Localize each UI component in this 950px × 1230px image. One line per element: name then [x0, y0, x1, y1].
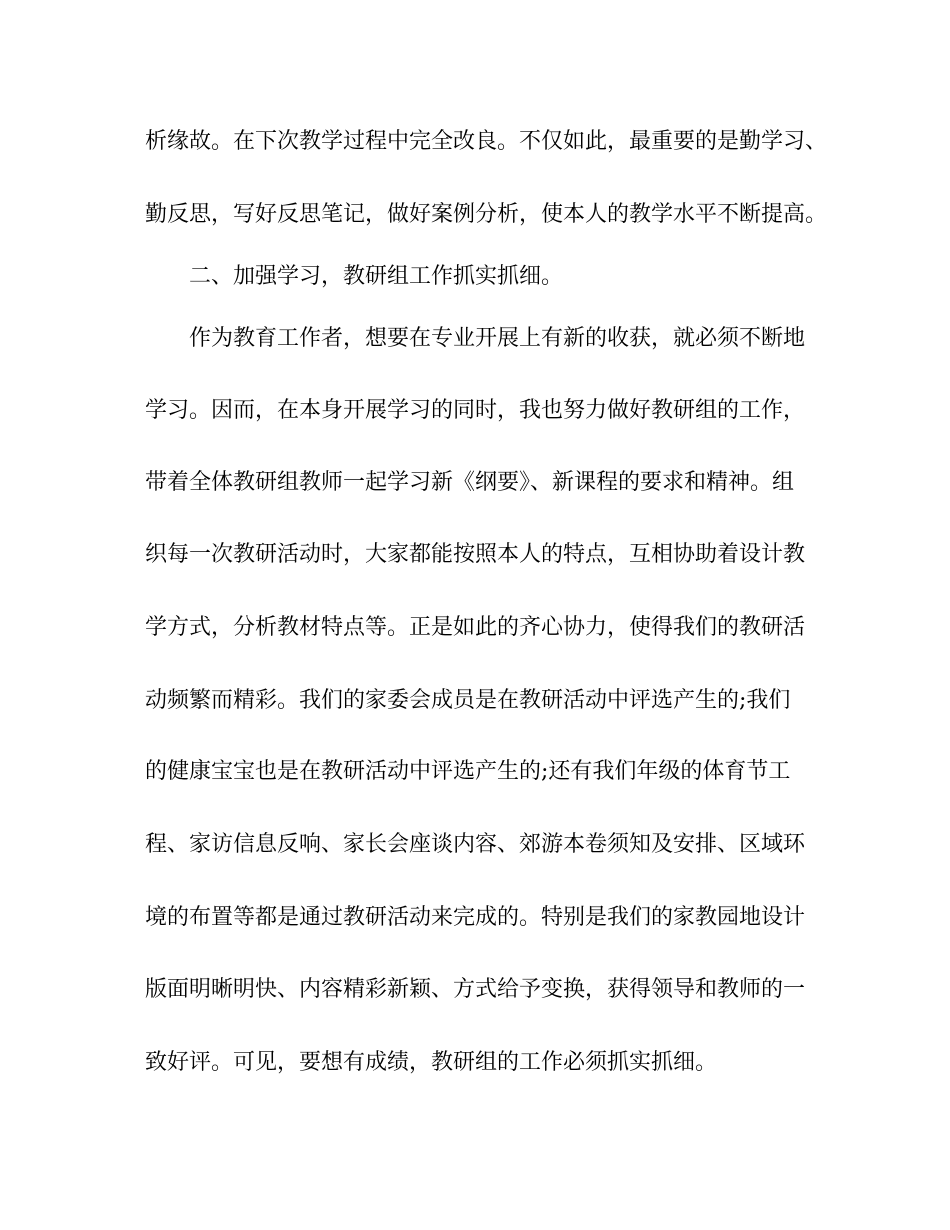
- paragraph-line: 动频繁而精彩。我们的家委会成员是在教研活动中评选产生的;我们: [145, 688, 791, 713]
- paragraph-line: 的健康宝宝也是在教研活动中评选产生的;还有我们年级的体育节工: [145, 759, 791, 784]
- paragraph-line: 学方式，分析教材特点等。正是如此的齐心协力，使得我们的教研活: [145, 615, 806, 640]
- paragraph-line: 程、家访信息反响、家长会座谈内容、郊游本卷须知及安排、区域环: [145, 832, 806, 857]
- paragraph-line: 作为教育工作者，想要在专业开展上有新的收获，就必须不断地: [189, 326, 806, 351]
- paragraph-line: 带着全体教研组教师一起学习新《纲要》、新课程的要求和精神。组: [145, 470, 795, 495]
- paragraph-line: 勤反思，写好反思笔记，做好案例分析，使本人的教学水平不断提高。: [145, 202, 828, 227]
- section-heading: 二、加强学习，教研组工作抓实抓细。: [189, 264, 564, 289]
- paragraph-line: 织每一次教研活动时，大家都能按照本人的特点，互相协助着设计教: [145, 542, 806, 567]
- paragraph-line: 学习。因而，在本身开展学习的同时，我也努力做好教研组的工作，: [145, 398, 806, 423]
- paragraph-line: 版面明晰明快、内容精彩新颖、方式给予变换，获得领导和教师的一: [145, 977, 806, 1002]
- paragraph-line: 析缘故。在下次教学过程中完全改良。不仅如此，最重要的是勤学习、: [145, 129, 828, 154]
- paragraph-line: 境的布置等都是通过教研活动来完成的。特别是我们的家教园地设计: [145, 905, 806, 930]
- paragraph-line: 致好评。可见，要想有成绩，教研组的工作必须抓实抓细。: [145, 1050, 718, 1075]
